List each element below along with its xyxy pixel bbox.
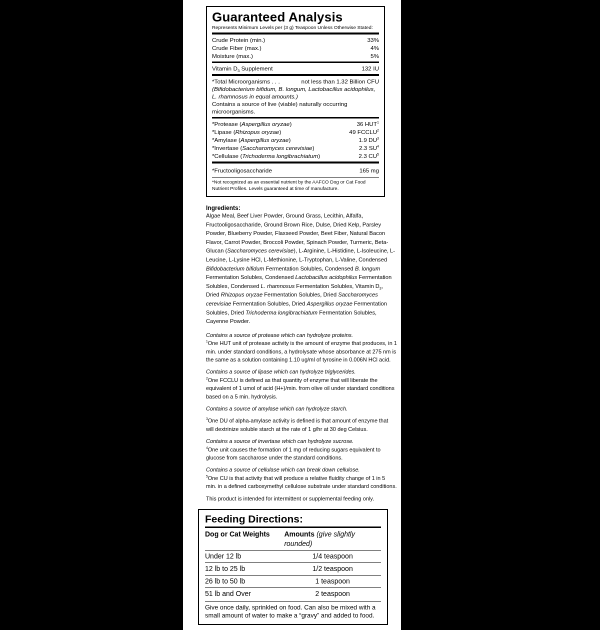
ga-nutrient-row [212,44,379,52]
nutrient-label: Crude Fiber (max.) [212,44,262,52]
feeding-row [205,550,381,563]
enzyme-value: 36 HUT$^1$ [356,120,379,128]
amounts-column-header [284,529,381,548]
ingredients-heading: Ingredients: [206,204,241,212]
microorganisms-species [212,85,379,100]
microorganisms-label: *Total Microorganisms . . . [212,77,280,85]
amount-cell: 1 teaspoon [315,577,350,586]
enzyme-value: 49 FCCLU$^2$ [349,128,379,136]
weight-cell: 51 lb and Over [205,589,251,598]
species-italic-text: (Bifidobacterium bifidum, B. longum, Lactobacillus acidophilus, L. rhamnosus in equal amounts.) [212,85,376,100]
ga-enzyme-rows [212,120,379,160]
divider [212,117,379,119]
nutrient-value: 33% [367,36,379,44]
vitamin-d3-value: 132 IU [361,65,379,72]
amount-cell: 1/4 teaspoon [312,552,353,561]
info-paragraph: Contains a source of protease which can hydrolyze proteins. $^1$One HUT unit of protease activity is the amount of enzyme that produces, in 1 min. under standard conditions, a hydrolysate whose absorbance at 275 nm is the same as a solution containing 1.10 ug/ml of tyrosine in 0.006N HCl acid. [206,332,397,363]
enzyme-value: 1.9 $DU^3$ [358,136,379,144]
info-paragraph: Contains a source of amylase which can hydrolyze starch. [206,405,348,412]
feeding-row [205,587,381,600]
enzyme-value: 2.3 $SU^4$ [358,144,379,152]
nutrient-label: Moisture (max.) [212,52,253,60]
fructooligosaccharide-value: 165 mg [359,166,379,174]
ga-nutrient-rows [212,36,379,60]
amount-cell: 1/2 teaspoon [312,564,353,573]
nutrient-value: 4% [370,44,379,52]
divider [212,61,379,63]
weight-cell: Under 12 lb [205,552,242,561]
microorganisms-value: not less than 1.32 Billion CFU [301,77,379,85]
amounts-header-italic: (give slightly rounded) [284,529,355,548]
nutrient-value: 5% [370,52,379,60]
ingredients-section [206,204,397,326]
info-paragraph: $^3$One DU of alpha-amylase activity is defined is that amount of enzyme that will dextrinize soluble starch at the rate of 1 g/hr at 30 deg Celsius. [206,417,389,433]
enzyme-label: *Amylase (Aspergillus oryzae) [212,136,291,144]
vitamin-d3-row [212,65,379,73]
divider [212,162,379,164]
microorganisms-row [212,77,379,85]
ingredients-list: Algae Meal, Beef Liver Powder, Ground Grass, Lecithin, Alfalfa, Fructooligosaccharide, Ground Brown Rice, Dulse, Dried Kelp, Parsley Powder, Blueberry Powder, Flaxseed Powder, Beet Fiber, Natural Bacon Flavor, Carrot Powder, Broccoli Powder, Spinach Powder, Turmeric, Beta-Glucan (Saccharomyces cerevisiae), L-Arginine, L-Histidine, L-Isoleucine, L-Leucine, L-Lysine HCl, L-Methionine, L-Tryptophan, L-Valine, Condensed Bifidobacterium bifidum Fermentation Solubles, Condensed B. longum Fermentation Solubles, Condensed Lactobacillus acidophilus Fermentation Solubles, Condensed L. rhamnosus Fermentation Solubles, Vitamin $D_3$, Dried Rhizopus oryzae Fermentation Solubles, Dried Saccharomyces cerevisiae Fermentation Solubles, Dried Aspergillus oryzae Fermentation Solubles, Dried Trichoderma longibrachiatum Fermentation Solubles, Cayenne Powder. [206,213,396,325]
info-paragraphs [206,331,397,503]
enzyme-label: *Lipase (Rhizopus oryzae) [212,128,282,136]
enzyme-label: *Cellulase (Trichoderma longibrachiatum) [212,152,321,160]
weights-column-header: Dog or Cat Weights [205,529,270,538]
enzyme-label: *Invertase (Saccharomyces cerevisiae) [212,144,315,152]
info-paragraph: Contains a source of cellulase which can break down cellulose. $^5$One CU is that activity that will produce a relative fluidity change of 1 in 5 min. in a defined carboxymethyl cellulose substrate under standard conditions. [206,467,397,490]
microorganisms-note: Contains a source of live (viable) naturally occurring microorganisms. [212,100,348,115]
enzyme-row [212,136,379,144]
feeding-row [205,575,381,588]
enzyme-row [212,152,379,160]
divider [212,74,379,76]
amounts-header-bold: Amounts [284,529,315,538]
amount-cell: 2 teaspoon [315,589,350,598]
ga-nutrient-row [212,52,379,60]
feeding-directions-panel [198,509,388,625]
feeding-table-header [205,528,381,550]
enzyme-label: *Protease (Aspergillus oryzae) [212,120,292,128]
weight-cell: 12 lb to 25 lb [205,564,246,573]
fructooligosaccharide-row [212,165,379,176]
guaranteed-analysis-subtitle: Represents Minimum Levels per (3 g) Teaspoon Unless Otherwise Stated: [212,25,373,31]
info-paragraph: Contains a source of invertase which can hydrolyze sucrose. $^4$One unit causes the formation of 1 mg of reducing sugars equivalent to glucose from saccharose under the standard conditions. [206,438,381,461]
fructooligosaccharide-label: *Fructooligosaccharide [212,166,272,174]
nutrient-label: Crude Protein (min.) [212,36,266,44]
enzyme-row [212,120,379,128]
feeding-note: Give once daily, sprinkled on food. Can also be mixed with a small amount of water to make a “gravy” and added to food. [205,601,381,620]
weight-cell: 26 lb to 50 lb [205,577,246,586]
guaranteed-analysis-panel [206,6,385,197]
enzyme-row [212,128,379,136]
ga-nutrient-row [212,36,379,44]
supplement-label [183,0,401,630]
enzyme-value: 2.3 $CU^5$ [358,152,379,160]
aafco-footnote: *Not recognized as an essential nutrient by the AAFCO Dog or Cat Food Nutrient Profiles. Levels guaranteed at time of manufacture. [212,179,366,192]
feeding-directions-title: Feeding Directions: [205,513,304,526]
divider [212,177,379,178]
vitamin-d3-label: Vitamin $D_3$ Supplement [212,65,273,74]
guaranteed-analysis-title: Guaranteed Analysis [212,9,343,25]
info-paragraph: Contains a source of lipase which can hydrolyze triglycerides. $^2$One FCCLU is defined as that quantity of enzyme that will liberate the equivalent of 1 umol of acid (H+)/min. from olive oil under standard conditions based on a 5 min. hydrolysis. [206,369,395,400]
feeding-table-rows [205,550,381,600]
divider [212,33,379,35]
feeding-row [205,562,381,575]
info-paragraph: This product is intended for intermittent or supplemental feeding only. [206,495,375,502]
enzyme-row [212,144,379,152]
